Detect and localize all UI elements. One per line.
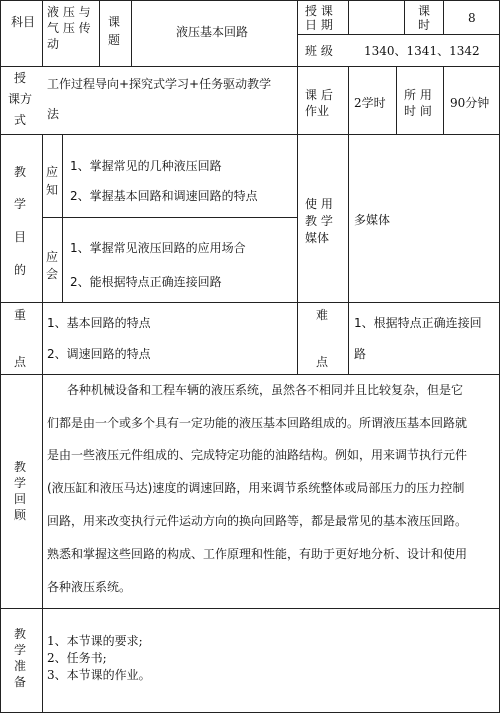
periods-label: 时	[418, 18, 431, 32]
review-label: 学	[14, 476, 27, 490]
method-label: 式	[14, 113, 27, 127]
topic-label: 课	[108, 15, 121, 29]
review-line: (液压缸和液压马达)速度的调速回路，用来调节系统整体或局部压力的压力控制	[47, 481, 465, 495]
key-points-label: 点	[14, 355, 27, 369]
prep-label: 备	[14, 675, 27, 689]
review-label: 教	[14, 460, 27, 474]
subject-label: 科目	[11, 15, 36, 29]
rule	[297, 34, 500, 35]
rule	[0, 66, 500, 67]
review-label: 回	[14, 492, 27, 506]
know-label: 知	[46, 183, 59, 197]
objectives-label: 教	[14, 165, 27, 179]
method-text: 法	[47, 107, 60, 121]
rule	[0, 0, 500, 1]
duration-label: 所 用	[404, 88, 432, 102]
rule	[348, 0, 349, 34]
difficulty-line: 1、根据特点正确连接回	[354, 316, 482, 330]
objectives-label: 学	[14, 197, 27, 211]
homework-label: 作业	[305, 104, 330, 118]
rule	[42, 0, 43, 66]
subject-line: 气 压 传	[47, 21, 91, 35]
rule	[62, 134, 63, 302]
review-line: 是由一些液压元件组成的、完成特定功能的油路结构。例如，用来调节执行元件	[47, 448, 468, 462]
prep-item: 3、本节课的作业。	[47, 668, 151, 682]
media-value: 多媒体	[354, 213, 391, 227]
rule	[396, 66, 397, 134]
objectives-label: 的	[14, 263, 27, 277]
rule	[0, 608, 500, 609]
difficulty-label: 难	[316, 308, 329, 322]
date-label: 授 课	[305, 4, 333, 18]
rule	[0, 0, 1, 713]
key-points-label: 重	[14, 308, 27, 322]
able-label: 会	[46, 267, 59, 281]
duration-value: 90分钟	[450, 96, 490, 110]
review-line: 回路，用来改变执行元件运动方向的换向回路等，都是最常见的基本液压回路。	[47, 514, 468, 528]
date-label: 日 期	[305, 18, 333, 32]
method-label: 授	[14, 71, 27, 85]
homework-value: 2学时	[354, 96, 386, 110]
able-item: 1、掌握常见液压回路的应用场合	[70, 241, 246, 255]
subject-line: 液 压 与	[47, 5, 91, 19]
rule	[0, 374, 500, 375]
media-label: 使 用	[305, 197, 333, 211]
periods-value: 8	[468, 11, 476, 25]
able-label: 应	[46, 250, 59, 264]
able-item: 2、能根据特点正确连接回路	[70, 275, 222, 289]
review-label: 顾	[14, 508, 27, 522]
review-line: 们都是由一个或多个具有一定功能的液压基本回路组成的。所谓液压基本回路就	[47, 416, 468, 430]
prep-label: 准	[14, 659, 27, 673]
know-item: 2、掌握基本回路和调速回路的特点	[70, 189, 258, 203]
rule	[42, 217, 297, 218]
rule	[404, 0, 405, 34]
objectives-label: 目	[14, 230, 27, 244]
subject-line: 动	[47, 37, 60, 51]
rule	[443, 66, 444, 134]
class-value: 1340、1341、1342	[364, 44, 480, 58]
class-label: 班 级	[305, 44, 333, 58]
difficulty-line: 路	[354, 347, 367, 361]
method-label: 课方	[8, 92, 33, 106]
media-label: 媒体	[305, 231, 330, 245]
key-point-item: 2、调速回路的特点	[47, 347, 151, 361]
rule	[297, 0, 298, 374]
topic-label: 题	[108, 33, 121, 47]
homework-label: 课 后	[305, 88, 333, 102]
periods-label: 课	[418, 4, 431, 18]
topic-value: 液压基本回路	[176, 25, 249, 39]
prep-label: 教	[14, 627, 27, 641]
prep-item: 1、本节课的要求;	[47, 634, 143, 648]
media-label: 教 学	[305, 214, 333, 228]
prep-item: 2、任务书;	[47, 651, 107, 665]
rule	[0, 302, 500, 303]
review-line: 各种机械设备和工程车辆的液压系统，虽然各不相同并且比较复杂，但是它	[67, 383, 464, 397]
method-text: 工作过程导向+探究式学习+任务驱动教学	[47, 77, 272, 91]
review-line: 熟悉和掌握这些回路的构成、工作原理和性能，有助于更好地分析、设计和使用	[47, 547, 468, 561]
rule	[99, 0, 100, 66]
key-point-item: 1、基本回路的特点	[47, 316, 151, 330]
rule	[131, 0, 132, 66]
know-label: 应	[46, 165, 59, 179]
review-line: 各种液压系统。	[47, 580, 132, 594]
know-item: 1、掌握常见的几种液压回路	[70, 159, 222, 173]
duration-label: 时 间	[404, 104, 432, 118]
rule	[348, 134, 349, 374]
rule	[348, 66, 349, 134]
difficulty-label: 点	[316, 355, 329, 369]
prep-label: 学	[14, 643, 27, 657]
rule	[0, 134, 500, 135]
rule	[42, 134, 43, 713]
rule	[443, 0, 444, 34]
